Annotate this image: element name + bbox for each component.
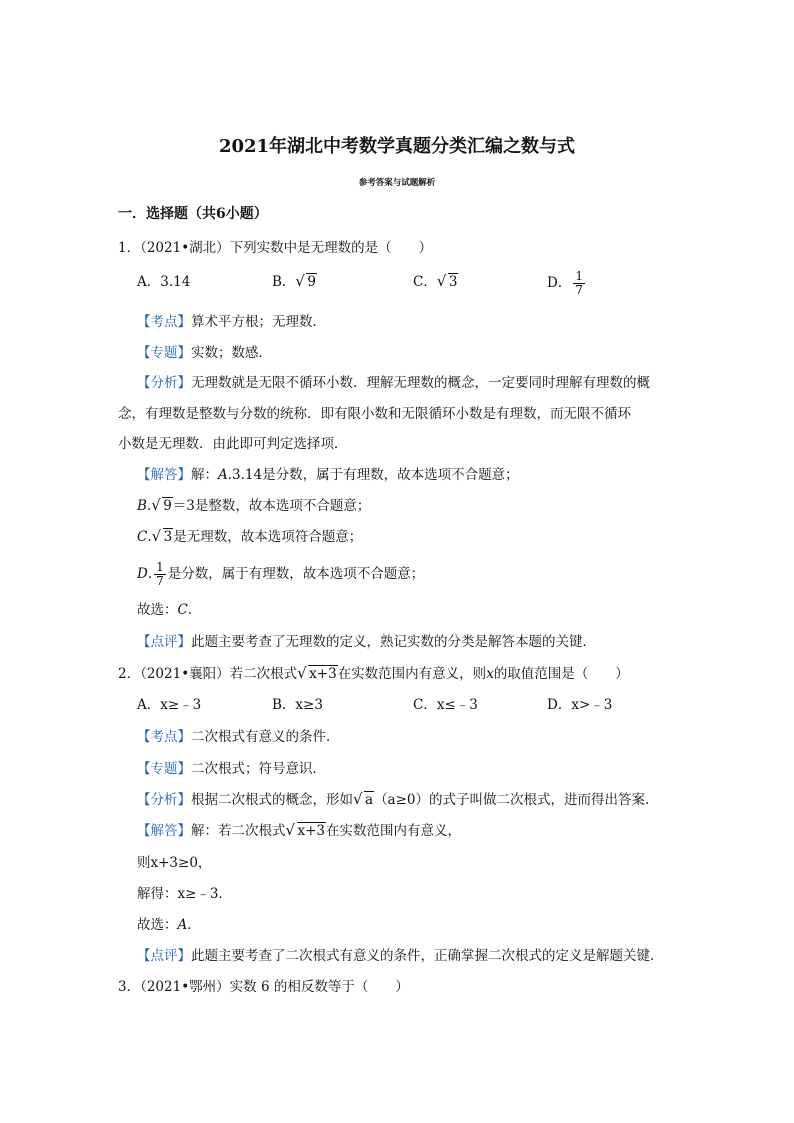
- q2-option-b: B．x≥3: [272, 697, 323, 713]
- q2-option-a: A．x≥﹣3: [137, 697, 202, 713]
- q2-jieda-line3: 解得：x≥﹣3．: [137, 886, 233, 902]
- fraction: $\frac{1}{7}$: [575, 269, 583, 297]
- q1-fenxi-line2: 念，有理数是整数与分数的统称．即有限小数和无限循环小数是有理数，而无限不循环: [118, 406, 631, 422]
- q3-stem: 3．（2021•鄂州）实数 6 的相反数等于（ ）: [118, 979, 409, 995]
- q1-fenxi-line3: 小数是无理数．由此即可判定选择项．: [118, 436, 348, 452]
- q1-jieda-d: D. $\frac{1}{7}$ 是分数，属于有理数，故本选项不合题意；: [137, 560, 425, 588]
- q2-answer: 故选：A．: [137, 917, 201, 933]
- q2-fenxi: 【分析】根据二次根式的概念，形如√ a（a≥0）的式子叫做二次根式，进而得出答案．: [137, 792, 659, 808]
- q1-option-c: C．√ 3: [413, 274, 458, 290]
- q2-stem: 2．（2021•襄阳）若二次根式√ x+3在实数范围内有意义，则x的取值范围是（ ）: [118, 666, 629, 682]
- q2-kaodian: 【考点】二次根式有意义的条件．: [137, 729, 340, 745]
- sqrt-symbol: √ 3: [439, 274, 459, 290]
- q2-zhuanti: 【专题】二次根式；符号意识．: [137, 761, 326, 777]
- q1-option-a: A．3.14: [137, 274, 191, 290]
- q2-jieda: 【解答】解：若二次根式√ x+3在实数范围内有意义，: [137, 823, 461, 839]
- q1-answer: 故选：C．: [137, 602, 202, 618]
- sqrt-symbol: √ 9: [297, 274, 317, 290]
- q1-stem: 1．（2021•湖北）下列实数中是无理数的是（ ）: [118, 240, 433, 256]
- q1-fenxi: 【分析】无理数就是无限不循环小数．理解无理数的概念，一定要同时理解有理数的概: [137, 375, 650, 391]
- page-title: 2021年湖北中考数学真题分类汇编之数与式: [218, 136, 576, 157]
- q1-jieda: 【解答】解：A.3.14是分数，属于有理数，故本选项不合题意；: [137, 467, 519, 483]
- q2-option-c: C．x≤﹣3: [413, 697, 478, 713]
- q1-jieda-b: B.√ 9＝3是整数，故本选项不合题意；: [137, 498, 370, 514]
- q2-jieda-line2: 则x+3≥0，: [137, 855, 212, 871]
- q1-zhuanti: 【专题】实数；数感．: [137, 345, 272, 361]
- q2-option-d: D．x>﹣3: [547, 697, 613, 713]
- q1-kaodian: 【考点】算术平方根；无理数．: [137, 314, 326, 330]
- q1-option-d: D． $\frac{1}{7}$: [547, 269, 583, 297]
- q1-option-b: B．√ 9: [272, 274, 317, 290]
- q2-dianping: 【点评】此题主要考查了二次根式有意义的条件，正确掌握二次根式的定义是解题关键．: [137, 948, 664, 964]
- page-subtitle: 参考答案与试题解析: [358, 178, 436, 188]
- q1-jieda-c: C.√ 3是无理数，故本选项符合题意；: [137, 529, 362, 545]
- section-heading: 一．选择题（共6小题）: [118, 206, 268, 222]
- q1-dianping: 【点评】此题主要考查了无理数的定义，熟记实数的分类是解答本题的关键．: [137, 634, 596, 650]
